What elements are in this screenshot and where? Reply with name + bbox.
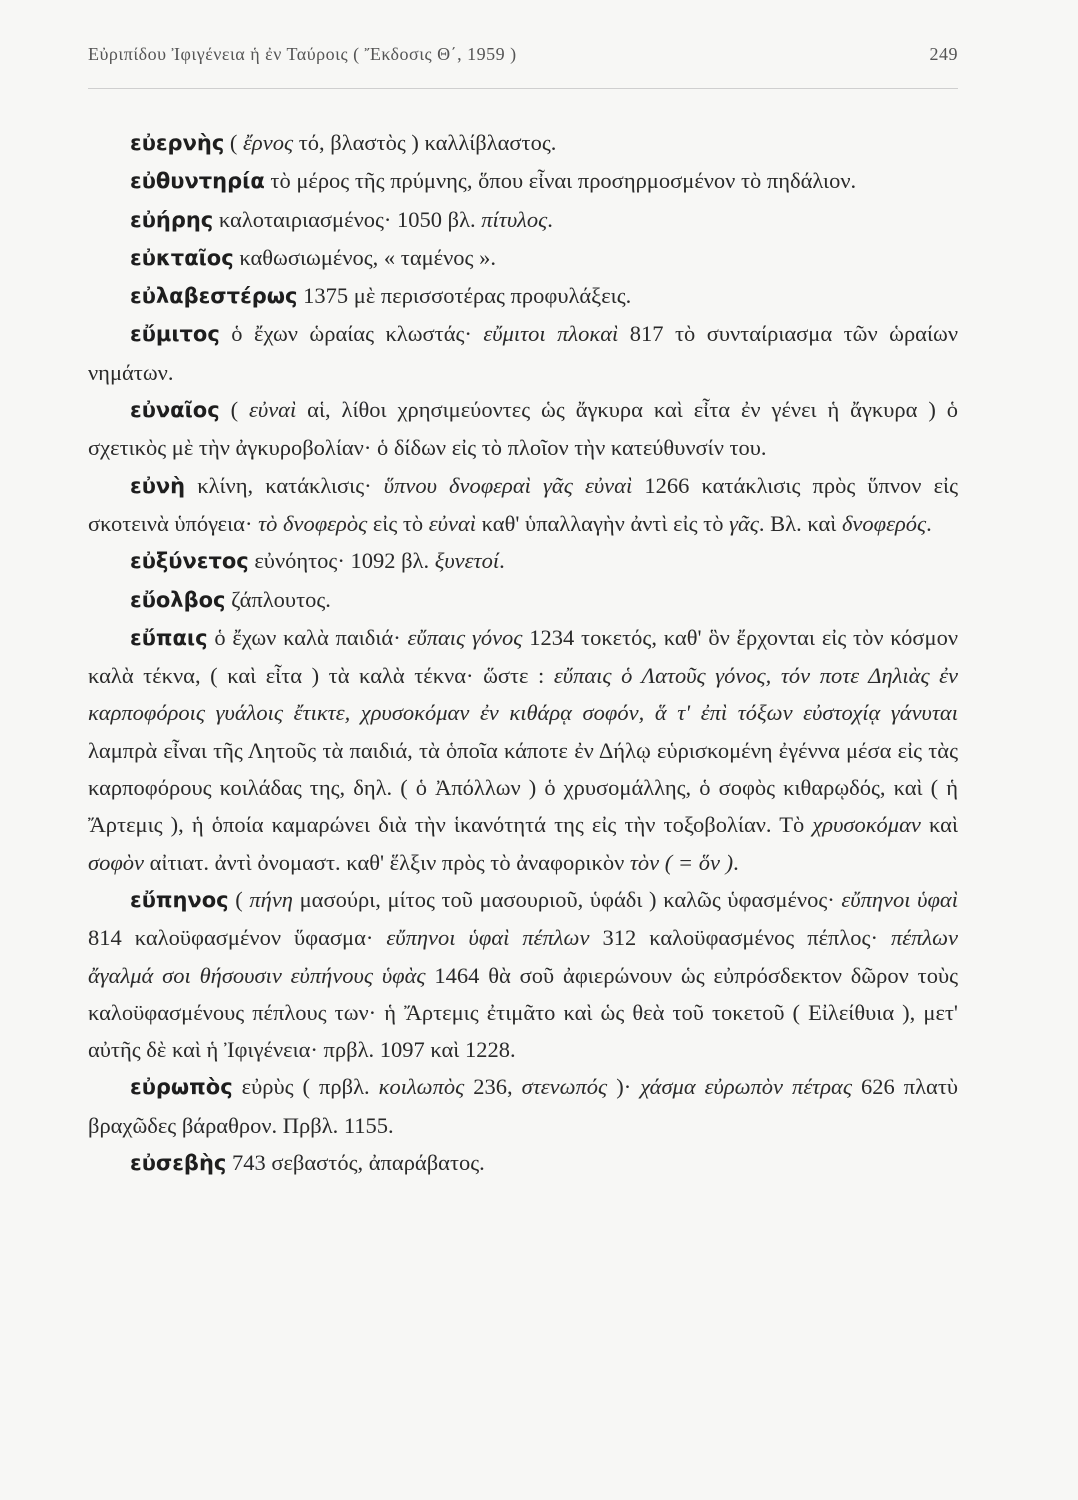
entry-headword: εὐσεβὴς — [130, 1151, 227, 1176]
definition-text: τὸ μέρος τῆς πρύμνης, ὅπου εἶναι προσηρμοσμένον τὸ πηδάλιον. — [264, 168, 857, 194]
definition-text: . Βλ. καὶ — [758, 510, 842, 536]
definition-text: . — [733, 849, 739, 875]
definition-text: ὁ ἔχων ὡραίας κλωστάς· — [219, 321, 484, 347]
definition-text: 626 πλατὺ βραχῶδες βάραθρον. Πρβλ. 1155. — [88, 1074, 958, 1138]
quotation-text: τὸ δνοφερὸς — [258, 510, 368, 536]
dictionary-entry — [88, 201, 958, 239]
quotation-text: δνοφερός — [841, 510, 927, 536]
definition-text: κλίνη, κατάκλισις· — [185, 472, 384, 498]
dictionary-entry — [88, 315, 958, 391]
definition-text: ( — [224, 130, 244, 155]
dictionary-entry — [88, 277, 958, 315]
definition-text: 1234 τοκετός, καθ' ὃν ἔρχονται εἰς τὸν κόσμον καλὰ τέκνα, ( καὶ εἶτα ) τὰ καλὰ τέκνα· ὥστε : — [88, 624, 959, 689]
entry-headword: εὔπαις — [130, 625, 208, 650]
definition-text: 814 καλοϋφασμένον ὕφασμα· — [88, 925, 387, 951]
entry-headword: εὐήρης — [130, 207, 214, 232]
entry-headword: εὐθυντηρία — [130, 169, 265, 194]
dictionary-entry — [88, 467, 958, 543]
quotation-text: πίτυλος — [481, 206, 548, 232]
definition-text: 1464 θὰ σοῦ ἀφιερώνουν ὡς εὐπρόσδεκτον δῶρον τοὺς καλοϋφασμένους πέπλους των· ἡ Ἄρτεμις ἐτιμᾶτο καὶ ὡς θεὰ τοῦ τοκετοῦ ( Εἰλείθυια ), μετ' αὐτῆς δὲ καὶ ἡ Ἰφιγένεια· πρβλ. 1097 καὶ 1228. — [88, 962, 958, 1063]
dictionary-entry — [88, 542, 958, 580]
quotation-text: ξυνετοί — [434, 548, 500, 574]
dictionary-entry — [88, 581, 958, 619]
dictionary-entry — [88, 162, 958, 200]
entry-headword: εὔπηνος — [130, 887, 229, 912]
definition-text: . — [547, 206, 553, 232]
definition-text: καὶ — [920, 812, 958, 838]
quotation-text: εὔμιτοι πλοκαὶ — [483, 321, 619, 347]
definition-text: καλοταιριασμένος· 1050 βλ. — [213, 206, 482, 232]
definition-text: αἱ, λίθοι χρησιμεύοντες ὡς ἄγκυρα καὶ εἶτα ἐν γένει ἡ ἄγκυρα ) ὁ σχετικὸς μὲ τὴν ἀγκυροβολίαν· ὁ δίδων εἰς τὸ πλοῖον τὴν κατεύθυνσίν του. — [88, 397, 958, 461]
entry-headword: εὐνὴ — [130, 473, 186, 498]
quotation-text: εὐναὶ — [428, 510, 477, 536]
definition-text: ζάπλουτος. — [225, 586, 331, 612]
dictionary-entry — [88, 1144, 958, 1182]
running-title: Εὐριπίδου Ἰφιγένεια ἡ ἐν Ταύροις ( Ἔκδοσις Θ΄, 1959 ) — [88, 44, 517, 64]
quotation-text: στενωπός — [521, 1074, 608, 1100]
definition-text: εἰς τὸ — [367, 510, 429, 536]
definition-text: καθ' ὑπαλλαγὴν ἀντὶ εἰς τὸ — [476, 510, 730, 536]
quotation-text: εὔπηνοι ὑφαὶ πέπλων — [386, 925, 590, 951]
definition-text: 1375 μὲ περισσοτέρας προφυλάξεις. — [297, 283, 632, 309]
header-rule — [88, 88, 958, 89]
dictionary-entry — [88, 619, 958, 881]
definition-text: λαμπρὰ εἶναι τῆς Λητοῦς τὰ παιδιά, τὰ ὁποῖα κάποτε ἐν Δήλῳ εὑρισκομένη ἐγέννα μέσα εἰς τὰς καρποφόρους κοιλάδας της, δηλ. ( ὁ Ἀπόλλων ) ὁ χρυσομάλλης, ὁ σοφὸς κιθαρῳδός, καὶ ( ἡ Ἄρτεμις ), ἡ ὁποία καμαρώνει διὰ τὴν ἱκανότητά της εἰς τὴν τοξοβολίαν. Τὸ — [88, 737, 958, 838]
definition-text: ( — [219, 397, 249, 423]
dictionary-body — [88, 124, 958, 1182]
definition-text: 817 τὸ συνταίριασμα τῶν ὡραίων νημάτων. — [88, 321, 958, 385]
dictionary-entry — [88, 1068, 958, 1144]
page-number: 249 — [929, 44, 958, 64]
definition-text: . — [926, 510, 932, 536]
definition-text: ὁ ἔχων καλὰ παιδιά· — [207, 624, 408, 650]
quotation-text: εὔπαις γόνος — [407, 624, 523, 650]
quotation-text: σοφὸν — [88, 849, 145, 875]
quotation-text: πέπλων ἄγαλμά σοι θήσουσιν εὐπήνους ὑφὰς — [88, 925, 958, 988]
entry-headword: εὐλαβεστέρως — [130, 284, 298, 309]
definition-text: ( — [228, 886, 250, 912]
quotation-text: ἔρνος — [243, 130, 294, 155]
entry-headword: εὔολβος — [130, 587, 226, 612]
definition-text: τό, βλαστὸς ) καλλίβλαστος. — [293, 130, 557, 155]
quotation-text: χρυσοκόμαν — [812, 812, 921, 838]
quotation-text: πήνη — [249, 886, 293, 912]
quotation-text: γᾶς — [729, 510, 759, 536]
definition-text: αἰτιατ. ἀντὶ ὀνομαστ. καθ' ἕλξιν πρὸς τὸ ἀναφορικὸν — [144, 849, 630, 875]
entry-headword: εὐκταῖος — [130, 245, 234, 270]
entry-headword: εὐναῖος — [130, 398, 220, 423]
quotation-text: ὕπνου δνοφεραὶ γᾶς εὐναὶ — [383, 472, 633, 498]
definition-text: 743 σεβαστός, ἀπαράβατος. — [226, 1150, 485, 1176]
entry-headword: εὐερνὴς — [130, 131, 225, 155]
entry-headword: εὔμιτος — [130, 322, 220, 347]
quotation-text: εὐναὶ — [249, 397, 297, 423]
definition-text: καθωσιωμένος, « ταμένος ». — [233, 244, 496, 270]
definition-text: 1266 κατάκλισις πρὸς ὕπνον εἰς σκοτεινὰ ὑπόγεια· — [88, 472, 958, 536]
definition-text: εὐρὺς ( πρβλ. — [232, 1074, 379, 1100]
definition-text: )· — [607, 1074, 641, 1100]
definition-text: μασούρι, μίτος τοῦ μασουριοῦ, ὑφάδι ) καλῶς ὑφασμένος· — [292, 886, 842, 912]
definition-text: 236, — [464, 1074, 522, 1100]
dictionary-entry — [88, 239, 958, 277]
quotation-text: κοιλωπὸς — [378, 1074, 465, 1100]
dictionary-entry — [88, 881, 958, 1068]
entry-headword: εὐξύνετος — [130, 549, 249, 574]
dictionary-entry — [88, 391, 958, 467]
entry-headword: εὐρωπὸς — [130, 1075, 233, 1100]
quotation-text: εὔπηνοι ὑφαὶ — [841, 886, 958, 912]
quotation-text: τὸν ( = ὅν ) — [629, 849, 734, 875]
quotation-text: εὔπαις ὁ Λατοῦς γόνος, τόν ποτε Δηλιὰς ἐν καρποφόροις γυάλοις ἔτικτε, χρυσοκόμαν ἐν κιθάρᾳ σοφόν, ἅ τ' ἐπὶ τόξων εὐστοχίᾳ γάνυται — [88, 663, 959, 726]
definition-text: 312 καλοϋφασμένος πέπλος· — [589, 925, 891, 951]
definition-text: εὐνόητος· 1092 βλ. — [248, 548, 435, 574]
definition-text: . — [499, 548, 505, 574]
quotation-text: χάσμα εὐρωπὸν πέτρας — [640, 1074, 852, 1100]
running-header — [88, 44, 958, 65]
dictionary-entry — [88, 124, 958, 162]
